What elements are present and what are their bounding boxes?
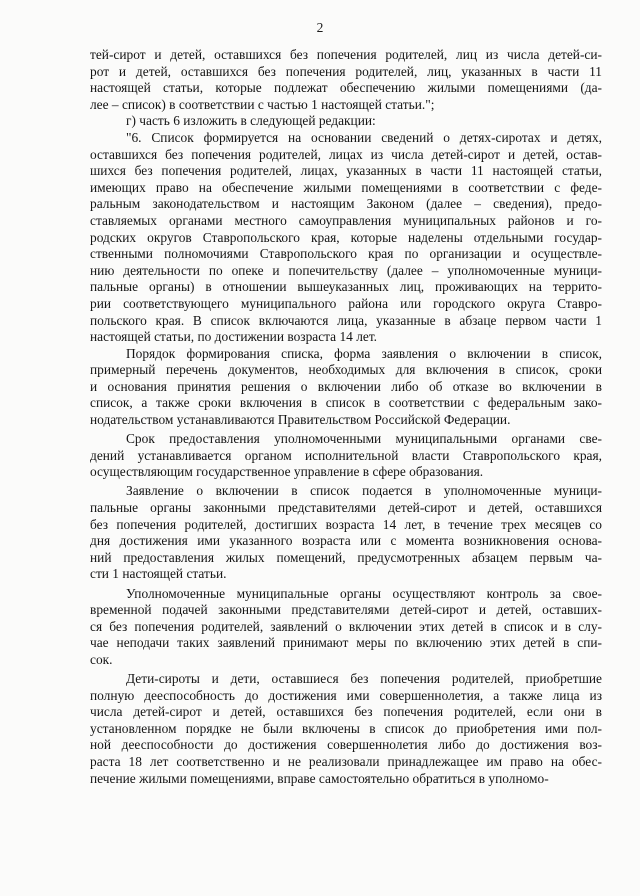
- text-line: шихся без попечения родителей, лицах, указанных в части 11 настоящей статьи,: [90, 163, 602, 179]
- text-line: ставляемых органами местного самоуправления муниципальных районов и го-: [90, 212, 602, 228]
- text-line: настоящей статьи, которые подлежат обеспечению жилыми помещениями (да-: [90, 80, 602, 96]
- paragraph: [90, 47, 602, 113]
- text-line: сок.: [90, 651, 113, 667]
- text-line: чае неподачи таких заявлений принимают меры по включению этих детей в спи-: [90, 635, 602, 651]
- text-line: примерный перечень документов, необходимых для включения в список, сроки: [90, 362, 602, 378]
- text-line: родских округов Ставропольского края, которые наделены отдельными государ-: [90, 229, 602, 245]
- text-line: рот и детей, оставшихся без попечения родителей, лиц, указанных в части 11: [90, 63, 602, 79]
- paragraph: [90, 431, 602, 481]
- text-line: сти 1 настоящей статьи.: [90, 566, 227, 582]
- text-line: временной подачей законными представителями детей-сирот и детей, оставших-: [90, 602, 602, 618]
- text-line: раста 18 лет соответственно и не реализовали принадлежащее им право на обес-: [90, 753, 602, 769]
- text-line: Срок предоставления уполномоченными муниципальными органами све-: [126, 431, 602, 447]
- text-line: г) часть 6 изложить в следующей редакции:: [126, 113, 376, 129]
- text-line: нию деятельности по опеке и попечительству (далее – уполномоченные муници-: [90, 262, 602, 278]
- text-line: осуществляющим государственное управление в сфере образования.: [90, 464, 484, 480]
- text-line: пальные органы) в отношении вышеуказанных лиц, проживающих на террито-: [90, 279, 602, 295]
- paragraph: [90, 671, 602, 787]
- paragraph: [90, 130, 602, 346]
- text-line: ной дееспособности до достижения совершеннолетия либо до достижения воз-: [90, 737, 602, 753]
- text-line: имеющих право на обеспечение жилыми помещениями в соответствии с феде-: [90, 179, 602, 195]
- text-line: полную дееспособность до достижения ими совершеннолетия, а также лица из: [90, 687, 602, 703]
- text-line: настоящей статьи, по достижении возраста 14 лет.: [90, 329, 378, 345]
- text-line: установленном порядке не были включены в список до приобретения ими пол-: [90, 720, 602, 736]
- text-line: дений устанавливается органом исполнительной власти Ставропольского края,: [90, 447, 602, 463]
- text-line: оставшихся без попечения родителей, лицах из числа детей-сирот и детей, остав-: [90, 146, 602, 162]
- paragraph: [90, 586, 602, 669]
- text-line: тей-сирот и детей, оставшихся без попечения родителей, лиц из числа детей-си-: [90, 47, 602, 62]
- text-line: Уполномоченные муниципальные органы осуществляют контроль за свое-: [126, 585, 602, 601]
- text-line: рии соответствующего муниципального района или городского округа Ставро-: [90, 295, 602, 311]
- text-line: "6. Список формируется на основании сведений о детях-сиротах и детях,: [126, 129, 602, 145]
- paragraph: [90, 346, 602, 429]
- paragraph: [90, 483, 602, 583]
- text-line: польского края. В список включаются лица, указанные в абзаце первом части 1: [90, 312, 602, 328]
- text-line: ний предоставления жилых помещений, предусмотренных абзацем первым ча-: [90, 549, 602, 565]
- text-line: Заявление о включении в список подается в уполномоченные муници-: [126, 483, 602, 499]
- text-line: список, а также сроки включения в список в соответствии с федеральным зако-: [90, 395, 602, 411]
- text-line: Дети-сироты и дети, оставшиеся без попечения родителей, приобретшие: [126, 670, 602, 686]
- text-line: печение жилыми помещениями, вправе самостоятельно обратиться в уполномо-: [90, 770, 549, 786]
- text-line: нодательством устанавливаются Правительством Российской Федерации.: [90, 412, 511, 428]
- text-line: числа детей-сирот и детей, оставшихся без попечения родителей, если они в: [90, 704, 602, 720]
- text-line: лее – список) в соответствии с частью 1 настоящей статьи.";: [90, 96, 435, 112]
- text-line: ральным законодательством и настоящим Законом (далее – сведения), предо-: [90, 196, 602, 212]
- paragraph-gap: [90, 787, 602, 790]
- page-number: 2: [316, 20, 324, 35]
- text-line: ся без попечения родителей, заявлений о включении этих детей в список и в слу-: [90, 618, 602, 634]
- text-line: ственными полномочиями Ставропольского края по организации и осуществле-: [90, 246, 602, 262]
- text-line: без попечения родителей, достигших возраста 14 лет, в течение трех месяцев со: [90, 516, 602, 532]
- text-line: и основания принятия решения о включении либо об отказе во включении в: [90, 378, 602, 394]
- paragraph: [90, 113, 602, 130]
- text-line: дня достижения ими указанного возраста или с момента возникновения основа-: [90, 533, 602, 549]
- text-line: Порядок формирования списка, форма заявления о включении в список,: [126, 345, 602, 361]
- document-body: [90, 47, 602, 790]
- text-line: пальные органы законными представителями детей-сирот и детей, оставшихся: [90, 500, 602, 516]
